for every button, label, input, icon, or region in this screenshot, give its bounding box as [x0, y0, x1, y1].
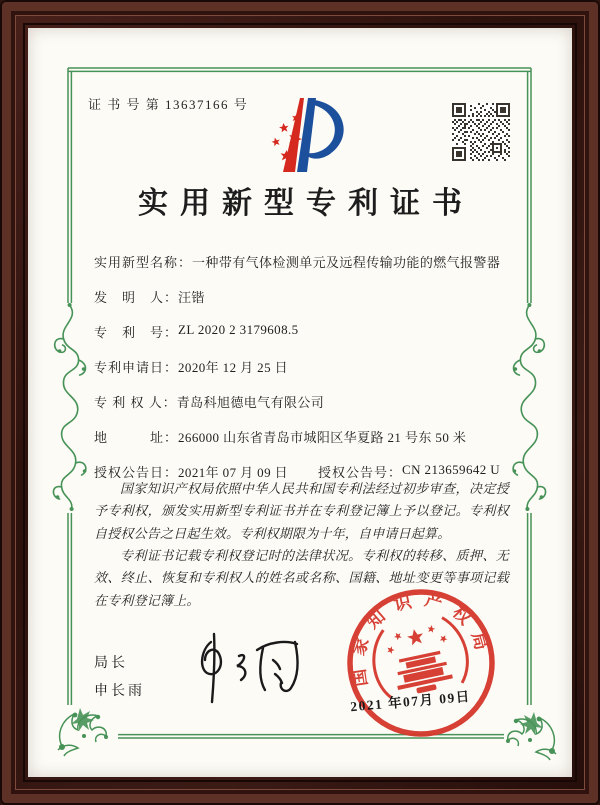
field-patent-name: [94, 252, 512, 287]
legal-paragraph-2: 专利证书记载专利权登记时的法律状况。专利权的转移、质押、无效、终止、恢复和专利权人的姓名或名称、国籍、地址变更等事项记载在专利登记簿上。: [94, 548, 509, 608]
certificate-number: 证 书 号 第 13637166 号: [88, 97, 249, 112]
field-address: [94, 427, 512, 462]
field-label: 专 利 号：: [94, 325, 179, 340]
qr-code-icon: [452, 103, 510, 161]
field-patentee: [94, 392, 512, 427]
field-value: 2021年 07 月 09 日: [178, 465, 289, 480]
field-label: 专利申请日：: [94, 360, 179, 375]
field-filing-date: [94, 357, 512, 392]
signer-title: 局长: [94, 656, 128, 671]
field-value: 一种带有气体检测单元及远程传输功能的燃气报警器: [192, 255, 501, 270]
field-inventor: [94, 287, 512, 322]
field-value: 2020年 12 月 25 日: [178, 360, 289, 375]
field-label: 实用新型名称：: [94, 255, 193, 270]
field-label: 授权公告号：: [318, 465, 403, 480]
field-label: 地 址：: [94, 430, 179, 445]
field-label: 专 利 权 人：: [94, 395, 177, 410]
certificate-paper: [28, 28, 572, 777]
field-value: 青岛科旭德电气有限公司: [176, 395, 325, 410]
signer-name: 申长雨: [94, 684, 145, 699]
field-patent-number: [94, 322, 512, 357]
field-value: 汪锴: [178, 290, 205, 305]
signature-icon: [183, 626, 323, 711]
seal-date: 2021 年07月 09日: [349, 688, 472, 715]
seal-arc-text: 国家知识产权局: [346, 588, 495, 688]
signer-block: [94, 650, 145, 706]
field-value: ZL 2020 2 3179608.5: [178, 322, 299, 337]
field-value: 266000 山东省青岛市城阳区华夏路 21 号东 50 米: [178, 430, 467, 445]
certificate-title: 实用新型专利证书: [138, 187, 474, 220]
field-label: 授权公告日：: [94, 465, 179, 480]
field-value: CN 213659642 U: [402, 462, 501, 477]
cnipa-logo-icon: [250, 92, 354, 180]
certificate-fields: [94, 252, 512, 497]
official-seal-icon: [336, 578, 506, 748]
field-label: 发 明 人：: [94, 290, 179, 305]
legal-paragraph-1: 国家知识产权局依照中华人民共和国专利法经过初步审查，决定授予专利权，颁发实用新型专利证书并在专利登记簿上予以登记。专利权自授权公告之日起生效。专利权期限为十年，自申请日起算。: [94, 481, 509, 541]
